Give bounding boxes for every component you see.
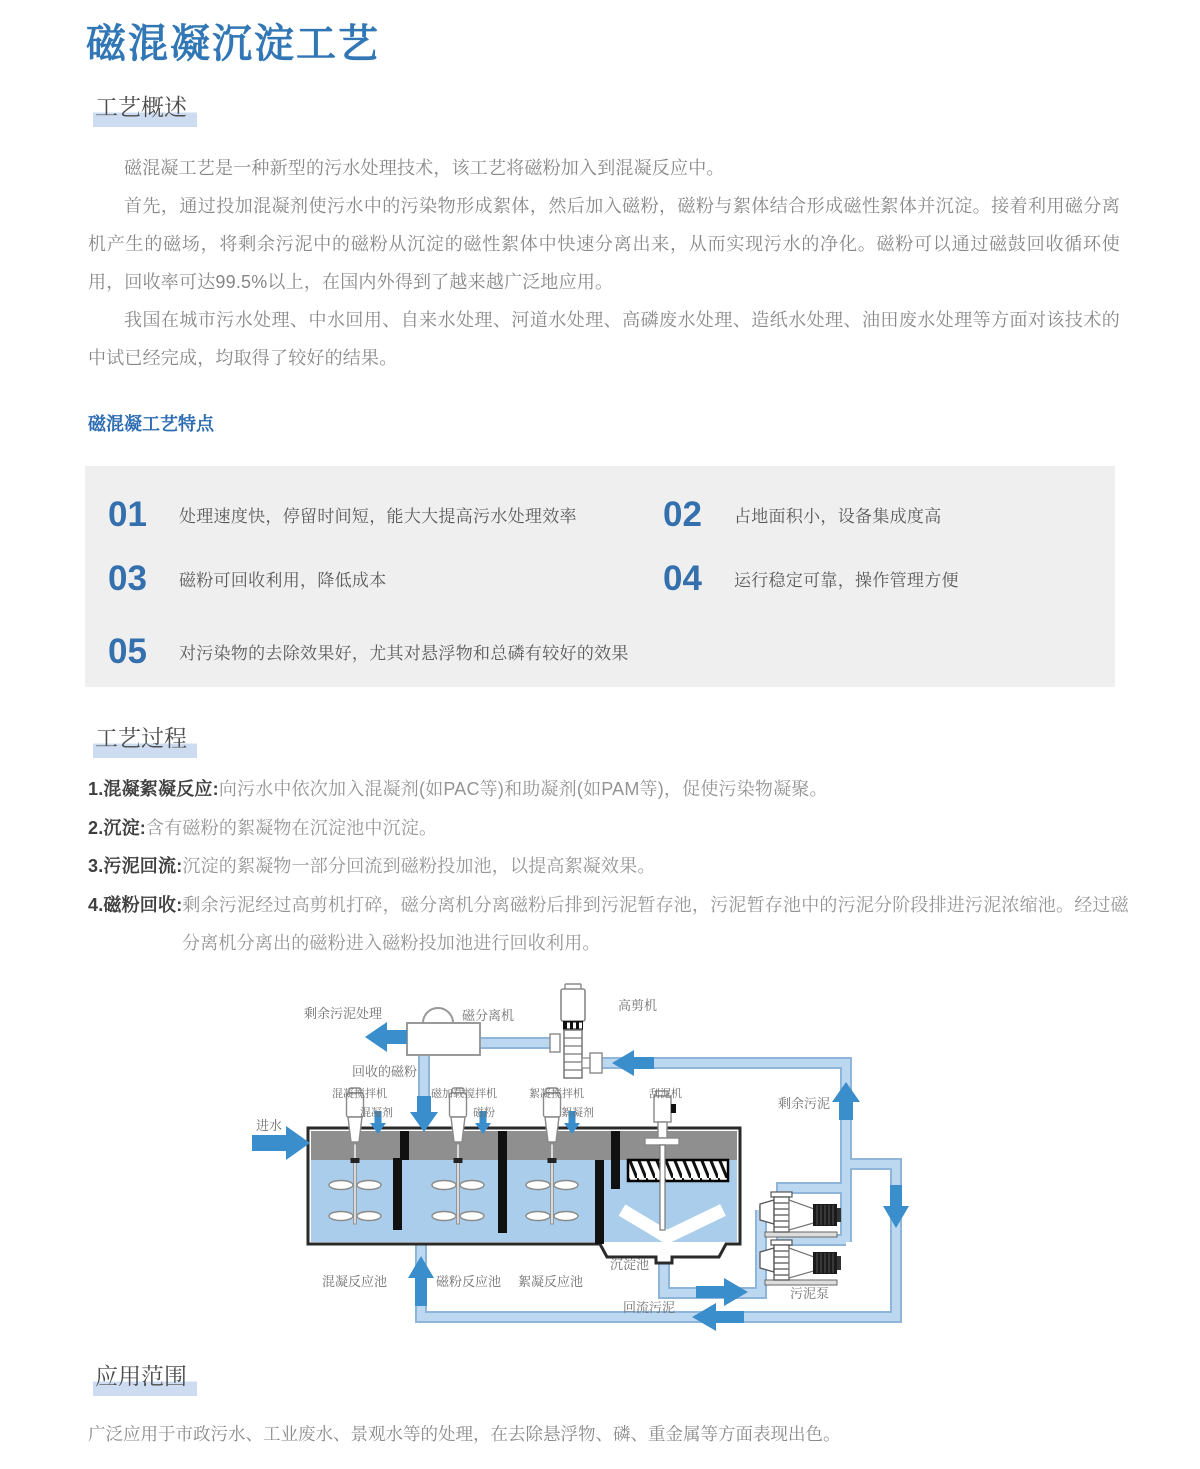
label-excess-sludge-treatment: 剩余污泥处理 (304, 1006, 383, 1021)
step-text: 含有磁粉的絮凝物在沉淀池中沉淀。 (146, 817, 438, 838)
overview-paragraph: 我国在城市污水处理、中水回用、自来水处理、河道水处理、高磷废水处理、造纸水处理、油田废水处理等方面对该技术的中试已经完成，均取得了较好的结果。 (88, 310, 1120, 368)
label-magnetic-powder-tank: 磁粉反应池 (436, 1274, 502, 1289)
process-steps (88, 770, 1138, 963)
features-box (85, 466, 1115, 687)
label-high-shear-machine: 高剪机 (618, 998, 658, 1013)
feature-text: 占地面积小，设备集成度高 (733, 506, 942, 526)
reaction-tanks (308, 1128, 740, 1263)
feature-item (108, 629, 629, 673)
label-flocculant: 絮凝剂 (561, 1107, 594, 1119)
high-shear-machine (550, 984, 602, 1078)
feature-text: 磁粉可回收利用，降低成本 (178, 570, 387, 590)
label-coagulant: 混凝剂 (360, 1107, 393, 1119)
label-coagulation-mixer: 混凝搅拌机 (332, 1088, 387, 1100)
feature-item (663, 492, 942, 536)
to-shear-left-arrow (612, 1050, 654, 1076)
return-riser-up-arrow (408, 1256, 434, 1306)
label-return-sludge: 回流污泥 (623, 1300, 676, 1315)
section-heading-process: 工艺过程 (93, 720, 197, 758)
process-step (88, 809, 1138, 848)
label-flocculation-tank: 絮凝反应池 (518, 1274, 584, 1289)
lamella-plate (628, 1160, 728, 1181)
process-step (88, 770, 1138, 809)
label-coagulation-tank: 混凝反应池 (322, 1274, 388, 1289)
feature-number: 01 (108, 494, 147, 534)
sludge-pump (760, 1192, 841, 1237)
label-sludge-scraper: 刮泥机 (649, 1088, 682, 1100)
overview-paragraph: 首先，通过投加混凝剂使污水中的污染物形成絮体，然后加入磁粉，磁粉与絮体结合形成磁性絮体并沉淀。接着利用磁分离机产生的磁场，将剩余污泥中的磁粉从沉淀的磁性絮体中快速分离出来，从而实现污水的净化。磁粉可以通过磁鼓回收循环使用，回收率可达99.5%以上，在国内外得到了越来越广泛地应用。 (88, 196, 1120, 292)
label-flocculation-mixer: 絮凝搅拌机 (529, 1088, 584, 1100)
label-excess-sludge: 剩余污泥 (778, 1096, 831, 1111)
features-heading: 磁混凝工艺特点 (88, 414, 214, 434)
step-label: 4.磁粉回收: (88, 894, 183, 915)
process-flow-diagram (250, 980, 1150, 1352)
step-label: 2.沉淀: (88, 817, 147, 838)
overview-paragraphs (88, 149, 1120, 377)
sludge-pump (760, 1240, 841, 1285)
feature-number: 03 (108, 558, 147, 598)
feature-number: 04 (663, 558, 702, 598)
feature-number: 05 (108, 631, 147, 671)
label-magnetic-powder: 磁粉 (473, 1107, 495, 1119)
feature-item (663, 556, 959, 600)
riser-up-arrow (832, 1082, 860, 1120)
step-text: 向污水中依次加入混凝剂(如PAC等)和助凝剂(如PAM等)，促使污染物凝聚。 (218, 779, 828, 799)
section-heading-application: 应用范围 (93, 1358, 197, 1396)
step-text: 沉淀的絮凝物一部分回流到磁粉投加池，以提高絮凝效果。 (182, 856, 656, 876)
label-magnetic-separator: 磁分离机 (462, 1008, 515, 1023)
step-text: 剩余污泥经过高剪机打碎，磁分离机分离磁粉后排到污泥暂存池，污泥暂存池中的污泥分阶段排进污泥浓缩池。经过磁分离机分离出的磁粉进入磁粉投加池进行回收利用。 (182, 894, 1129, 953)
feature-text: 处理速度快，停留时间短，能大大提高污水处理效率 (178, 506, 577, 526)
label-recycled-magnetic-powder: 回收的磁粉 (352, 1064, 418, 1079)
page-title: 磁混凝沉淀工艺 (86, 22, 380, 66)
feature-text: 运行稳定可靠，操作管理方便 (733, 570, 959, 590)
return-down-arrow (883, 1185, 909, 1228)
sed-outlet-right-arrow (696, 1278, 748, 1306)
excess-sludge-out-arrow (365, 1022, 407, 1052)
step-label: 3.污泥回流: (88, 856, 183, 876)
step-label: 1.混凝絮凝反应: (88, 779, 219, 799)
label-sludge-pump: 污泥泵 (790, 1286, 830, 1301)
feature-number: 02 (663, 494, 702, 534)
label-influent: 进水 (256, 1118, 283, 1133)
feature-item (108, 492, 577, 536)
return-sludge-left-arrow (692, 1303, 744, 1331)
application-text: 广泛应用于市政污水、工业废水、景观水等的处理，在去除悬浮物、磷、重金属等方面表现出色。 (88, 1424, 841, 1444)
label-magnetic-loading-mixer: 磁加载搅拌机 (431, 1088, 497, 1100)
process-step (88, 847, 1138, 886)
process-step (88, 886, 1138, 963)
label-sedimentation-tank: 沉淀池 (610, 1257, 650, 1272)
section-heading-overview: 工艺概述 (93, 89, 197, 127)
feature-text: 对污染物的去除效果好，尤其对悬浮物和总磷有较好的效果 (178, 643, 629, 663)
overview-paragraph: 磁混凝工艺是一种新型的污水处理技术，该工艺将磁粉加入到混凝反应中。 (124, 158, 725, 178)
feature-item (108, 556, 387, 600)
